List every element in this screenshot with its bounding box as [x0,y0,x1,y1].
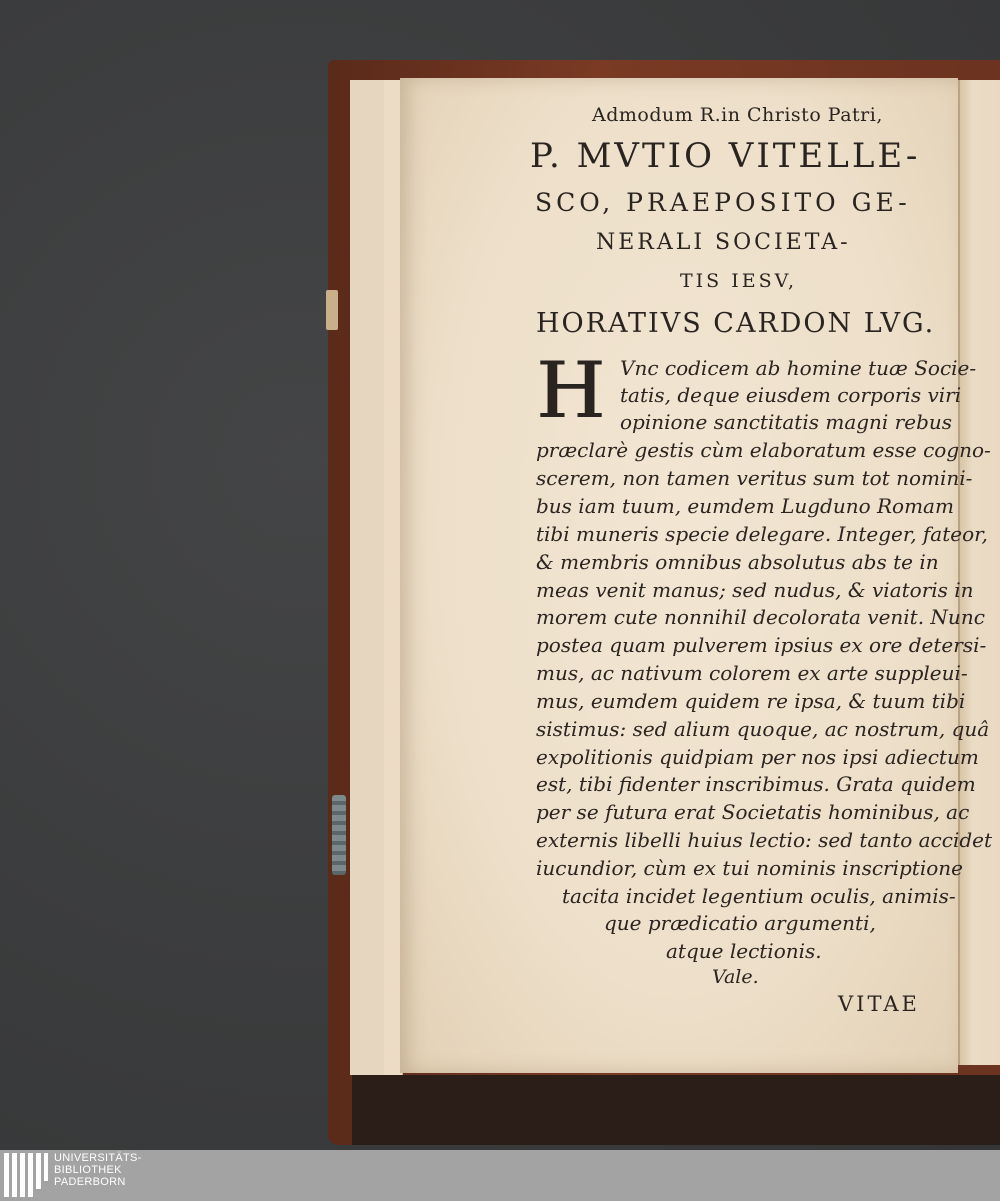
body-line: que prædicatio argumenti, [604,911,876,935]
body-line: Vnc codicem ab homine tuæ Socie- [620,356,977,380]
body-line: præclarè gestis cùm elaboratum esse cogno- [536,438,991,462]
body-line: atque lectionis. [666,939,822,963]
title-line-4: TIS IESV, [680,270,798,292]
library-footer-bar [0,1150,1000,1201]
body-line: mus, ac nativum colorem ex arte suppleui- [536,661,968,685]
body-line: morem cute nonnihil decolorata venit. Nunc [536,605,985,629]
body-line: mus, eumdem quidem re ipsa, & tuum tibi [536,689,966,713]
book-cover-edge [352,1075,1000,1145]
library-name-line-1: UNIVERSITÄTS- [54,1152,142,1164]
author-line: HORATIVS CARDON LVG. [536,308,936,339]
metal-clasp [332,795,346,875]
body-line: scerem, non tamen veritus sum tot nomini- [536,466,973,490]
body-line: opinione sanctitatis magni rebus [620,410,953,434]
body-line: & membris omnibus absolutus abs te in [536,550,939,574]
drop-cap-letter: H [536,346,605,436]
bookmark-tab [326,290,338,330]
body-line: externis libelli huius lectio: sed tanto accidet [536,828,993,852]
body-line: bus iam tuum, eumdem Lugduno Romam [536,494,954,518]
dedication-line: Admodum R.in Christo Patri, [592,104,883,126]
body-line: iucundior, cùm ex tui nominis inscriptione [536,856,963,880]
body-line: expolitionis quidpiam per nos ipsi adiectum [536,745,979,769]
facing-page-edge [958,80,1000,1065]
body-line: tibi muneris specie delegare. Integer, fateor, [536,522,988,546]
library-logo-icon [4,1153,48,1197]
body-line: postea quam pulverem ipsius ex ore detersi- [536,633,987,657]
catchword: VITAE [838,992,920,1016]
body-line: tatis, deque eiusdem corporis viri [620,383,962,407]
title-line-3: NERALI SOCIETA- [596,230,851,255]
title-line-1: P. MVTIO VITELLE- [530,136,921,176]
body-line: per se futura erat Societatis hominibus, ac [536,800,970,824]
closing-word: Vale. [712,966,759,988]
library-name-line-2: BIBLIOTHEK [54,1164,122,1176]
body-line: tacita incidet legentium oculis, animis- [562,884,956,908]
body-line: est, tibi fidenter inscribimus. Grata quidem [536,772,976,796]
body-line: sistimus: sed alium quoque, ac nostrum, quâ [536,717,990,741]
library-name-line-3: PADERBORN [54,1176,126,1188]
body-line: meas venit manus; sed nudus, & viatoris in [536,578,974,602]
title-line-2: SCO, PRAEPOSITO GE- [535,188,911,217]
